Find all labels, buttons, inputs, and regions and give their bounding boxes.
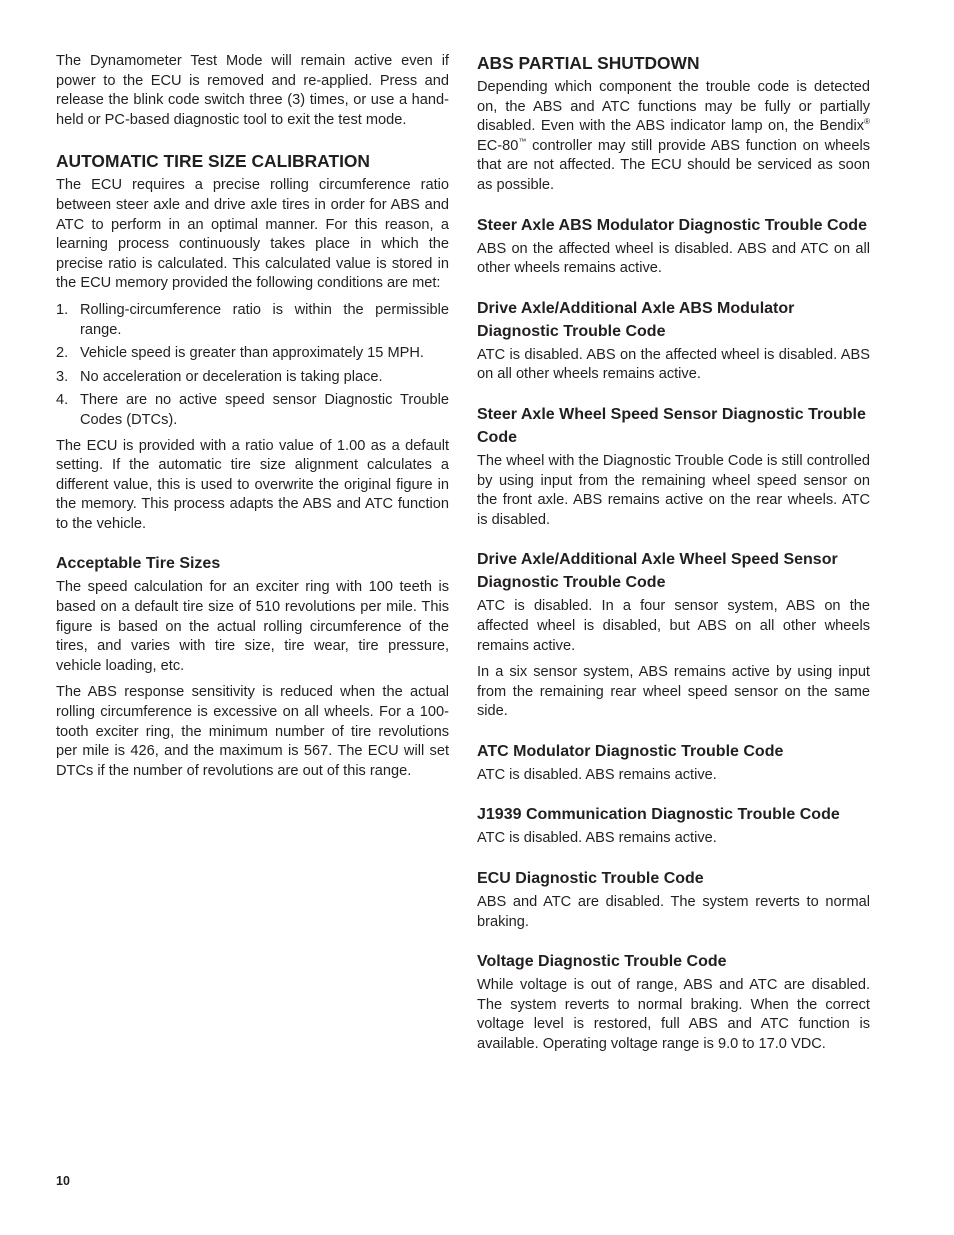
- dtc-section-heading: Steer Axle Wheel Speed Sensor Diagnostic Trouble Code: [477, 405, 866, 446]
- abs-partial-shutdown-paragraph: [477, 78, 870, 196]
- left-column: [56, 52, 449, 788]
- tire-calibration-paragraph-1: The ECU requires a precise rolling circumference ratio between steer axle and drive axle tires in order for ABS and ATC to perform in an optimal manner. For this reason, a learning process continuously takes place in which the precise ratio is calculated. This calculated value is stored in the ECU memory provided the following conditions are met:: [56, 177, 449, 292]
- dtc-section-heading: Drive Axle/Additional Axle ABS Modulator Diagnostic Trouble Code: [477, 299, 795, 340]
- list-item: [56, 301, 449, 340]
- dtc-section-heading: J1939 Communication Diagnostic Trouble Code: [477, 806, 840, 824]
- registered-mark: ®: [864, 117, 870, 127]
- list-item: [56, 391, 449, 430]
- right-column: [477, 52, 870, 1062]
- tire-sizes-paragraph-1: The speed calculation for an exciter ring with 100 teeth is based on a default tire size of 510 revolutions per mile. This figure is based on the actual rolling circumference of the tires, and varies with tire size, tire wear, tire pressure, vehicle loading, etc.: [56, 579, 449, 674]
- calibration-conditions-list: [56, 301, 449, 431]
- trademark-mark: ™: [518, 136, 527, 146]
- dtc-section: [477, 950, 870, 1054]
- dtc-section: [477, 867, 870, 932]
- dtc-section-paragraph: ABS and ATC are disabled. The system reverts to normal braking.: [477, 894, 870, 930]
- shutdown-text-part: Depending which component the trouble code is detected on, the ABS and ATC functions may be fully or partially disabled. Even with the ABS indicator lamp on, the Bendix: [477, 79, 870, 135]
- dtc-section-heading: Steer Axle ABS Modulator Diagnostic Trouble Code: [477, 216, 867, 234]
- dtc-section-paragraph: ABS on the affected wheel is disabled. ABS and ATC on all other wheels remains active.: [477, 240, 870, 277]
- abs-partial-shutdown-heading: ABS PARTIAL SHUTDOWN: [477, 53, 700, 73]
- list-text: Vehicle speed is greater than approximately 15 MPH.: [80, 345, 424, 362]
- list-number: 3.: [56, 368, 69, 385]
- dtc-section: [477, 740, 870, 786]
- dtc-section-heading: Voltage Diagnostic Trouble Code: [477, 953, 727, 971]
- shutdown-text-part: EC-80: [477, 137, 519, 154]
- page-number: 10: [56, 1174, 70, 1188]
- list-number: 1.: [56, 301, 69, 318]
- dtc-section-paragraph: ATC is disabled. In a four sensor system, ABS on the affected wheel is disabled, but ABS on all other wheels remains active.: [477, 598, 870, 654]
- dtc-section-paragraph: The wheel with the Diagnostic Trouble Code is still controlled by using input from the remaining wheel speed sensor on the front axle. ABS remains active on the rear wheels. ATC is disabled.: [477, 452, 870, 528]
- dtc-section-heading: Drive Axle/Additional Axle Wheel Speed Sensor Diagnostic Trouble Code: [477, 551, 838, 592]
- list-text: No acceleration or deceleration is taking place.: [80, 368, 383, 385]
- dtc-section-heading: ECU Diagnostic Trouble Code: [477, 870, 704, 888]
- dtc-section-paragraph: In a six sensor system, ABS remains active by using input from the remaining rear wheel speed sensor on the same side.: [477, 664, 870, 720]
- tire-calibration-heading: AUTOMATIC TIRE SIZE CALIBRATION: [56, 151, 370, 172]
- shutdown-text-part: controller may still provide ABS function on wheels that are not affected. The ECU should be serviced as soon as possible.: [477, 137, 870, 193]
- list-text: There are no active speed sensor Diagnostic Trouble Codes (DTCs).: [80, 392, 449, 428]
- intro-paragraph: The Dynamometer Test Mode will remain active even if power to the ECU is removed and re-applied. Press and release the blink code switch three (3) times, or use a hand-held or PC-based diagnostic tool to exit the test mode.: [56, 53, 449, 128]
- dtc-sections: [477, 214, 870, 1055]
- list-text: Rolling-circumference ratio is within the permissible range.: [80, 301, 449, 338]
- dtc-section: [477, 403, 870, 530]
- tire-sizes-heading: Acceptable Tire Sizes: [56, 555, 221, 573]
- dtc-section: [477, 803, 870, 849]
- dtc-section-paragraph: ATC is disabled. ABS remains active.: [477, 830, 717, 847]
- list-item: [56, 368, 449, 388]
- dtc-section-heading: ATC Modulator Diagnostic Trouble Code: [477, 742, 784, 760]
- list-number: 2.: [56, 345, 69, 362]
- dtc-section: [477, 214, 870, 279]
- tire-calibration-paragraph-2: The ECU is provided with a ratio value of 1.00 as a default setting. If the automatic tire size alignment calculates a different value, this is used to overwrite the original figure in the memory. This process adapts the ABS and ATC function to the vehicle.: [56, 437, 449, 532]
- dtc-section-paragraph: ATC is disabled. ABS on the affected wheel is disabled. ABS on all other wheels remains active.: [477, 346, 870, 383]
- list-number: 4.: [56, 392, 69, 409]
- tire-sizes-paragraph-2: The ABS response sensitivity is reduced when the actual rolling circumference is excessive on all wheels. For a 100-tooth exciter ring, the minimum number of tire revolutions per mile is 426, and the maximum is 567. The ECU will set DTCs if the number of revolutions are out of this range.: [56, 684, 449, 779]
- dtc-section-paragraph: While voltage is out of range, ABS and ATC are disabled. The system reverts to normal braking. When the correct voltage level is restored, full ABS and ATC function is available. Operating voltage range is 9.0 to 17.0 VDC.: [477, 977, 870, 1053]
- dtc-section-paragraph: ATC is disabled. ABS remains active.: [477, 766, 717, 783]
- list-item: [56, 344, 449, 364]
- dtc-section: [477, 548, 870, 722]
- dtc-section: [477, 297, 870, 385]
